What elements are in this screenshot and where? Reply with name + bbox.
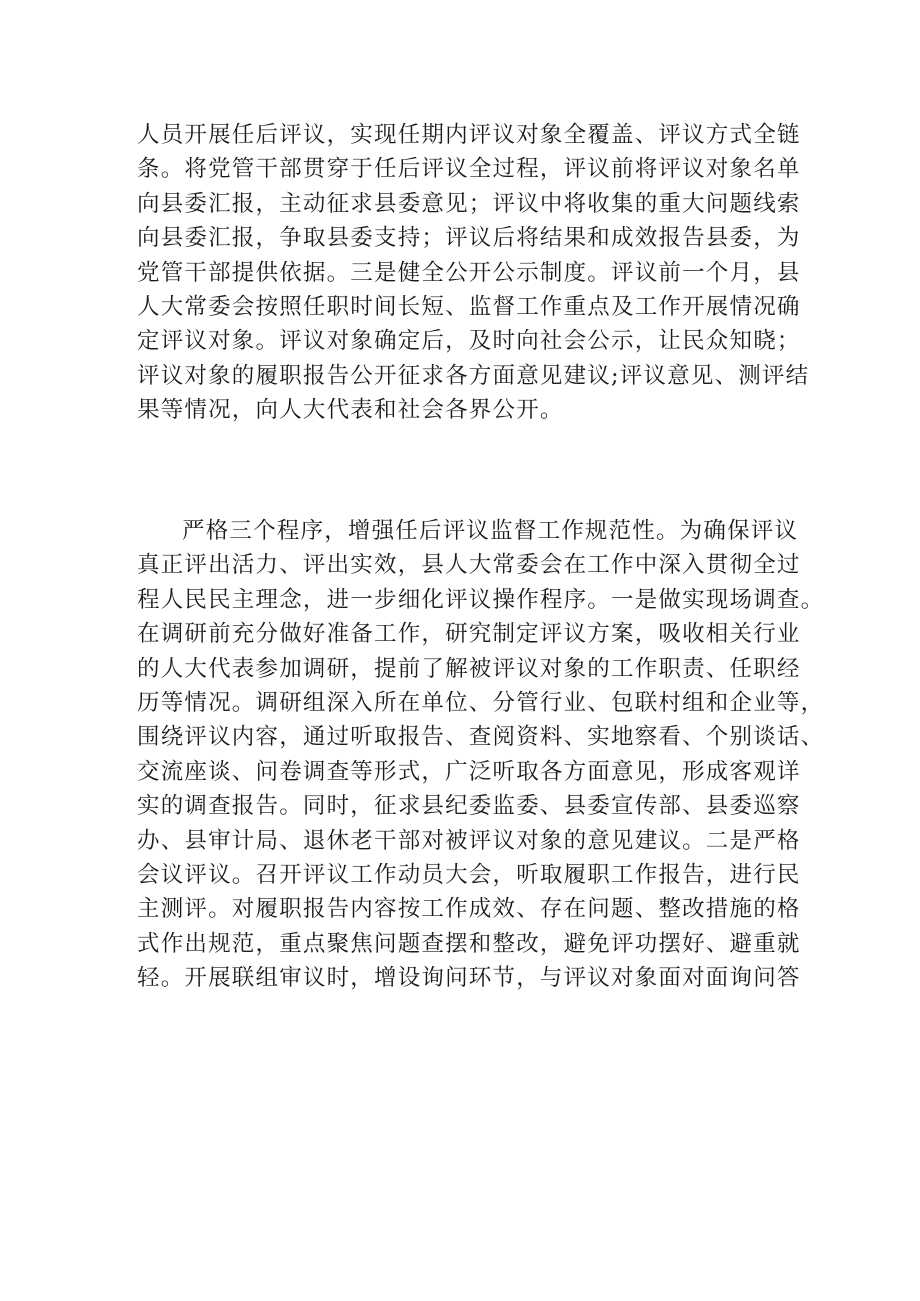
text-line: 评议对象的履职报告公开征求各方面意见建议;评议意见、测评结 bbox=[137, 362, 810, 389]
text-line: 在调研前充分做好准备工作，研究制定评议方案，吸收相关行业 bbox=[137, 621, 801, 648]
text-line: 程人民民主理念，进一步细化评议操作程序。一是做实现场调查。 bbox=[137, 586, 825, 613]
text-line: 实的调查报告。同时，征求县纪委监委、县委宣传部、县委巡察 bbox=[137, 793, 801, 820]
text-line: 定评议对象。评议对象确定后，及时向社会公示，让民众知晓； bbox=[137, 328, 801, 355]
text-line: 向县委汇报，主动征求县委意见；评议中将收集的重大问题线索 bbox=[137, 190, 801, 217]
text-line: 向县委汇报，争取县委支持；评议后将结果和成效报告县委，为 bbox=[137, 225, 801, 252]
paragraph-1 bbox=[137, 118, 810, 428]
text-line: 人大常委会按照任职时间长短、监督工作重点及工作开展情况确 bbox=[137, 293, 801, 320]
paragraph-2 bbox=[137, 514, 825, 995]
text-line: 办、县审计局、退休老干部对被评议对象的意见建议。二是严格 bbox=[137, 827, 801, 854]
text-line: 式作出规范，重点聚焦问题查摆和整改，避免评功摆好、避重就 bbox=[137, 930, 801, 957]
text-line: 会议评议。召开评议工作动员大会，听取履职工作报告，进行民 bbox=[137, 861, 801, 888]
text-line: 交流座谈、问卷调查等形式，广泛听取各方面意见，形成客观详 bbox=[137, 758, 801, 785]
text-line: 党管干部提供依据。三是健全公开公示制度。评议前一个月，县 bbox=[137, 259, 801, 286]
text-line: 真正评出活力、评出实效，县人大常委会在工作中深入贯彻全过 bbox=[137, 552, 801, 579]
text-line-first: 严格三个程序，增强任后评议监督工作规范性。为确保评议 bbox=[182, 518, 799, 544]
text-line: 围绕评议内容，通过听取报告、查阅资料、实地察看、个别谈话、 bbox=[137, 724, 825, 751]
text-line: 人员开展任后评议，实现任期内评议对象全覆盖、评议方式全链 bbox=[137, 122, 801, 148]
text-line: 主测评。对履职报告内容按工作成效、存在问题、整改措施的格 bbox=[137, 896, 801, 923]
text-line: 的人大代表参加调研，提前了解被评议对象的工作职责、任职经 bbox=[137, 655, 801, 682]
text-line: 历等情况。调研组深入所在单位、分管行业、包联村组和企业等， bbox=[137, 689, 825, 716]
text-line: 轻。开展联组审议时，增设询问环节，与评议对象面对面询问答 bbox=[137, 965, 801, 992]
text-line: 果等情况，向人大代表和社会各界公开。 bbox=[137, 397, 564, 424]
text-line: 条。将党管干部贯穿于任后评议全过程，评议前将评议对象名单 bbox=[137, 156, 801, 183]
